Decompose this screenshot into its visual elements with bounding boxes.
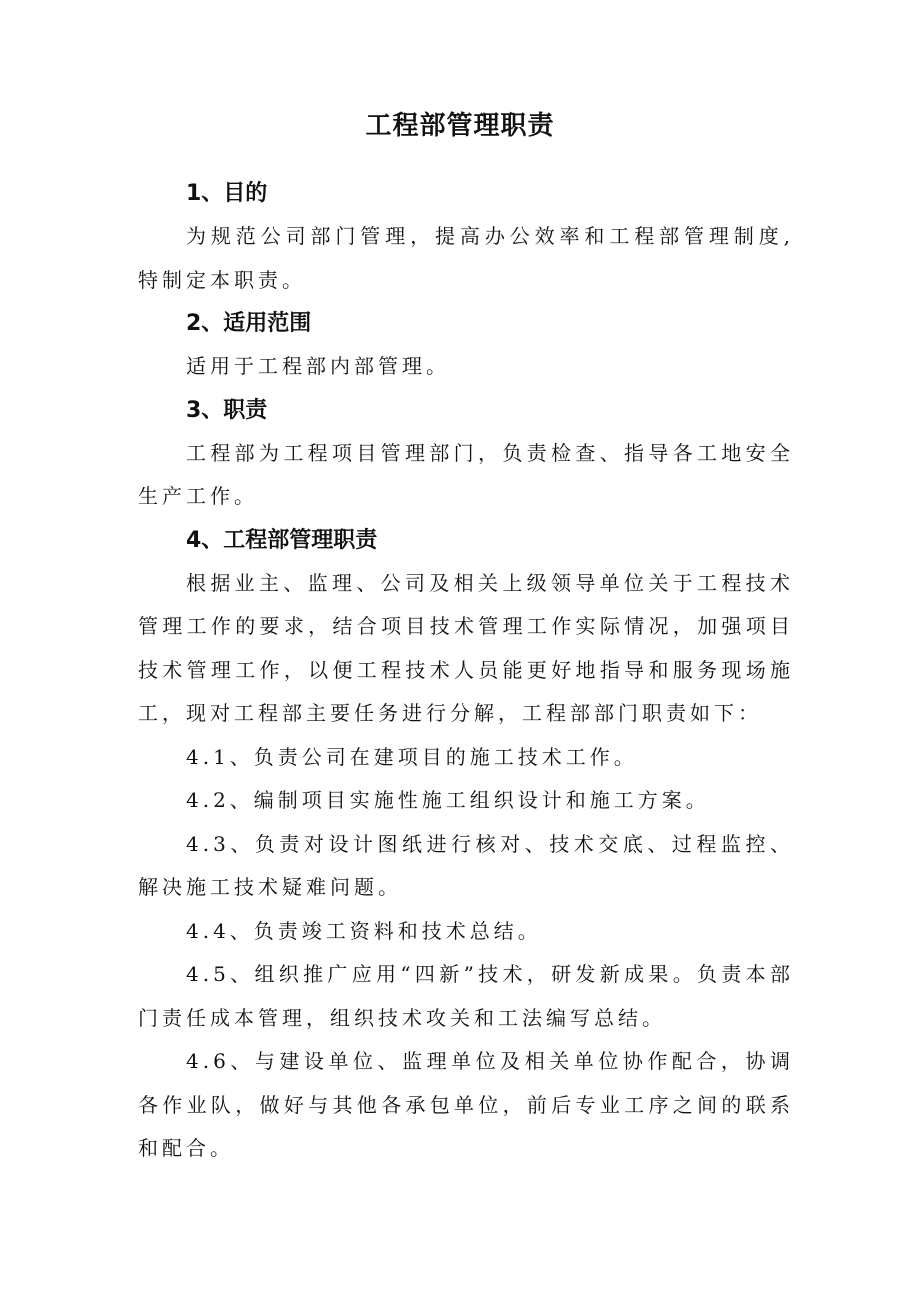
section-heading: 2、适用范围	[186, 311, 312, 336]
section-purpose	[138, 172, 794, 302]
section-scope	[138, 302, 794, 389]
section-duties	[138, 389, 794, 519]
list-item: 4.5、组织推广应用“四新”技术，研发新成果。负责本部门责任成本管理，组织技术攻关和工法编写总结。	[138, 962, 794, 1030]
section-heading: 3、职责	[186, 397, 268, 423]
section-engineering-duties	[138, 519, 794, 1171]
section-paragraph: 适用于工程部内部管理。	[186, 354, 450, 378]
section-heading: 1、目的	[186, 181, 268, 206]
list-item: 4.3、负责对设计图纸进行核对、技术交底、过程监控、解决施工技术疑难问题。	[138, 831, 794, 899]
list-item: 4.1、负责公司在建项目的施工技术工作。	[186, 744, 638, 769]
list-item: 4.2、编制项目实施性施工组织设计和施工方案。	[186, 788, 710, 812]
section-paragraph: 为规范公司部门管理，提高办公效率和工程部管理制度,特制定本职责。	[138, 224, 794, 292]
section-paragraph: 根据业主、监理、公司及相关上级领导单位关于工程技术管理工作的要求，结合项目技术管理工作实际情况，加强项目技术管理工作，以便工程技术人员能更好地指导和服务现场施工，现对工程部主要任务进行分解，工程部部门职责如下：	[138, 570, 794, 725]
list-item: 4.4、负责竣工资料和技术总结。	[186, 918, 542, 943]
section-heading: 4、工程部管理职责	[186, 527, 378, 553]
document-body	[138, 172, 794, 1171]
section-paragraph: 工程部为工程项目管理部门，负责检查、指导各工地安全生产工作。	[138, 440, 794, 508]
page-title: 工程部管理职责	[365, 111, 555, 141]
list-item: 4.6、与建设单位、监理单位及相关单位协作配合，协调各作业队，做好与其他各承包单位，前后专业工序之间的联系和配合。	[138, 1049, 794, 1160]
